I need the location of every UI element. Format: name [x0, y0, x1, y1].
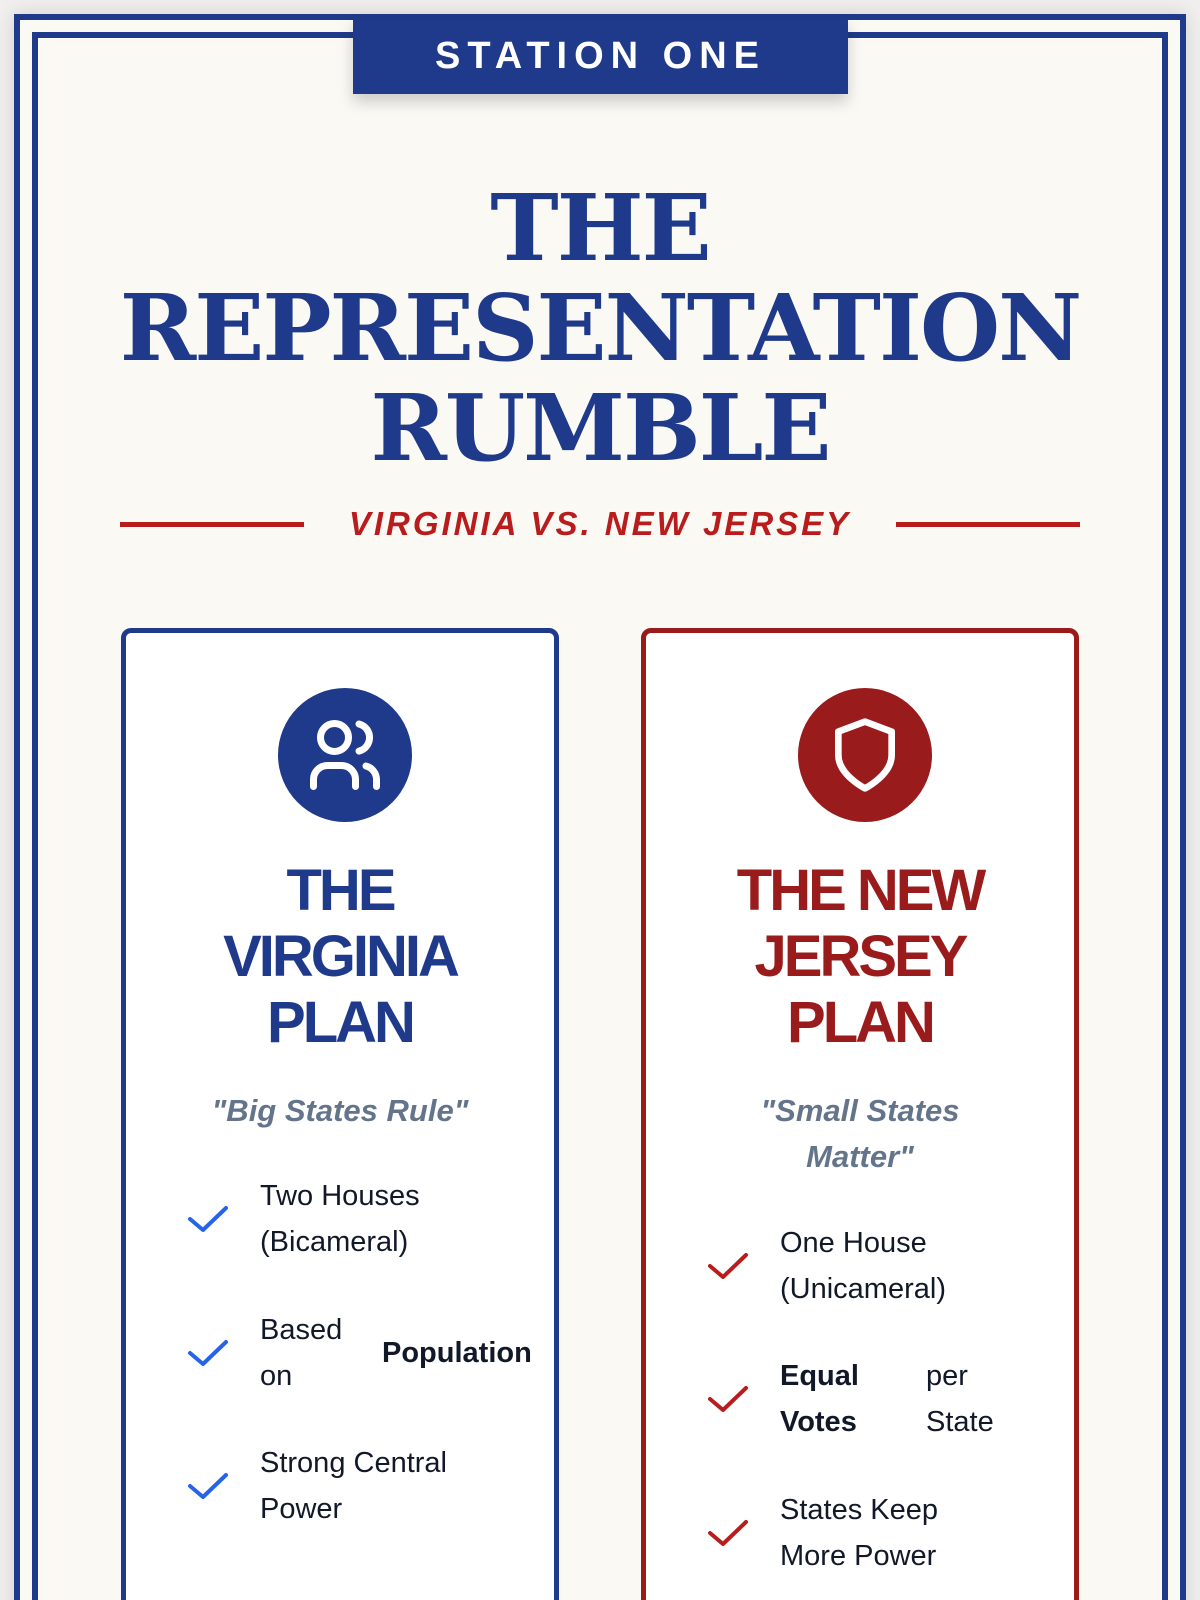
feature-bold: Equal: [780, 1360, 859, 1392]
feature-line: State: [926, 1406, 994, 1438]
new-jersey-feature-equal-votes: [706, 1349, 1086, 1449]
virginia-feature-population: [186, 1303, 566, 1403]
feature-line: Power: [260, 1493, 343, 1525]
subtitle-row: [120, 500, 1080, 548]
plan-title-line: PLAN: [267, 990, 413, 1055]
virginia-feature-two-houses: [186, 1169, 566, 1269]
virginia-icon-badge: [278, 688, 412, 822]
check-icon: [706, 1382, 750, 1416]
plan-title-line: VIRGINIA: [223, 924, 457, 989]
feature-line: More Power: [780, 1540, 937, 1572]
feature-line: (Bicameral): [260, 1226, 409, 1258]
virginia-plan-quote: "Big States Rule": [211, 1093, 469, 1128]
shield-icon: [825, 715, 905, 795]
check-icon: [186, 1336, 230, 1370]
feature-line: on: [260, 1360, 293, 1392]
feature-text: [780, 1220, 946, 1312]
virginia-feature-central-power: [186, 1436, 566, 1536]
feature-line: per: [926, 1360, 968, 1392]
page-title: [60, 174, 1140, 482]
station-banner: STATION ONE: [353, 18, 848, 94]
new-jersey-plan-quote: [676, 1088, 1044, 1180]
divider-right: [896, 522, 1080, 527]
feature-line: Strong Central: [260, 1447, 447, 1479]
feature-line: (Unicameral): [780, 1273, 946, 1305]
check-icon: [186, 1202, 230, 1236]
title-line: REPRESENTATION: [119, 274, 1081, 382]
plan-title-line: PLAN: [787, 990, 933, 1055]
virginia-plan-card: [121, 628, 559, 1600]
quote-line: Matter": [806, 1139, 914, 1174]
new-jersey-plan-card: [641, 628, 1079, 1600]
feature-text: [260, 1440, 447, 1532]
feature-emphasis: [780, 1353, 926, 1445]
feature-line: States Keep: [780, 1494, 938, 1526]
feature-text: [926, 1353, 994, 1445]
plan-title-line: THE NEW: [736, 858, 984, 923]
feature-line: Based: [260, 1314, 343, 1346]
quote-line: "Small States: [760, 1093, 960, 1128]
feature-text: [780, 1487, 938, 1579]
new-jersey-feature-states-power: [706, 1483, 1086, 1583]
new-jersey-feature-one-house: [706, 1216, 1086, 1316]
virginia-plan-title: [136, 858, 544, 1056]
feature-bold: Votes: [780, 1406, 857, 1438]
users-icon: [303, 713, 387, 797]
check-icon: [706, 1516, 750, 1550]
feature-text: [260, 1173, 420, 1265]
subtitle: VIRGINIA VS. NEW JERSEY: [348, 505, 852, 542]
feature-emphasis: [382, 1330, 532, 1376]
feature-line: One House: [780, 1227, 927, 1259]
check-icon: [186, 1469, 230, 1503]
title-line: RUMBLE: [370, 374, 830, 482]
divider-left: [120, 522, 304, 527]
feature-bold: Population: [382, 1337, 532, 1369]
feature-text: [260, 1307, 360, 1399]
new-jersey-icon-badge: [798, 688, 932, 822]
plan-title-line: THE: [286, 858, 394, 923]
title-line: THE: [490, 174, 710, 282]
check-icon: [706, 1249, 750, 1283]
feature-line: Two Houses: [260, 1180, 420, 1212]
new-jersey-plan-title: [656, 858, 1064, 1056]
plan-title-line: JERSEY: [754, 924, 966, 989]
